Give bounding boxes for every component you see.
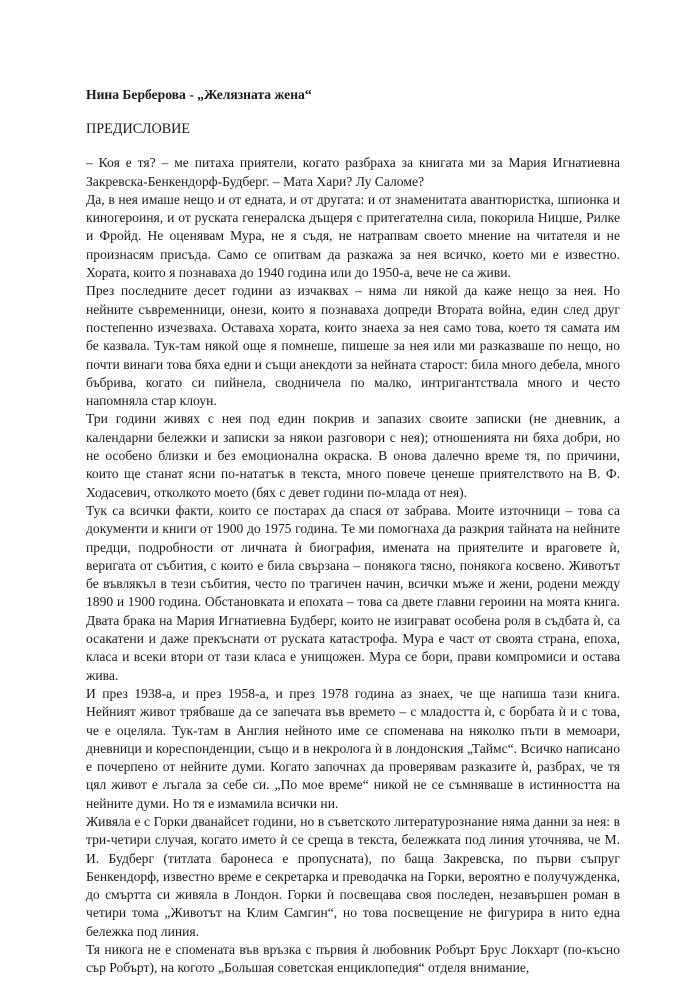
paragraph-2: Да, в нея имаше нещо и от едната, и от другата: и от знаменитата авантюристка, шпионка и киногероиня, и от руската генералска дъщеря с притегателна сила, покорила Ницше, Рилке и Фройд. Не оценявам Мура, не я съдя, не натрапвам своето мнение на читателя и не произнасям присъда. Само се опитвам да разкажа за нея всичко, което ми е известно. Хората, които я познаваха до 1940 година или до 1950-а, вече не са живи. xyxy=(86,191,620,281)
paragraph-6: И през 1938-а, и през 1958-а, и през 1978 година аз знаех, че ще напиша тази книга. Нейният живот трябваше да се запечата във времето – с младостта ѝ, с борбата ѝ и с това, че е оцеляла. Тук-там в Англия нейното име се споменава на няколко пъти в мемоари, дневници и кореспонденции, също и в некролога ѝ в лондонския „Таймс“. Всичко написано е почерпено от нейните думи. Когато започнах да проверявам разказите ѝ, разбрах, че тя цял живот е лъгала за себе си. „По мое време“ никой не се съмняваше в истинността на нейните думи. Но тя е измамила всички ни. xyxy=(86,685,620,811)
paragraph-3: През последните десет години аз изчаквах – няма ли някой да каже нещо за нея. Но нейните съвременници, онези, които я познаваха допреди Втората война, един след друг постепенно изчезваха. Оставаха хората, които знаеха за нея само това, което тя самата им бе казвала. Тук-там някой още я помнеше, пишеше за нея или ми разказваше по нещо, но почти винаги това бяха едни и същи анекдоти за нейната старост: била много дебела, много бъбрива, когато си пийнела, сводничела по малко, интригантствала много и често напомняла стар клоун. xyxy=(86,283,620,409)
section-heading: ПРЕДИСЛОВИЕ xyxy=(86,121,191,137)
paragraph-1: – Коя е тя? – ме питаха приятели, когато разбраха за книгата ми за Мария Игнатиевна Закревска-Бенкендорф-Будберг. – Мата Хари? Лу Саломе? xyxy=(86,155,620,189)
paragraph-8: Тя никога не е спомената във връзка с първия ѝ любовник Робърт Брус Локхарт (по-късно сър Робърт), на когото „Большая советская енциклопедия“ отделя внимание, xyxy=(86,942,620,976)
document-title: Нина Берберова - „Желязната жена“ xyxy=(86,87,312,102)
paragraph-4: Три години живях с нея под един покрив и запазих своите записки (не дневник, а календарни бележки и записки за някои разговори с нея); отношенията ни бяха добри, но не особено близки и без емоционална окраска. В онова далечно време тя, по причини, които ще станат ясни по-нататък в текста, много повече ценеше приятелството на В. Ф. Ходасевич, отколкото моето (бях с девет години по-млада от нея). xyxy=(86,411,620,500)
document-body xyxy=(86,86,620,978)
paragraph-5: Тук са всички факти, които се постарах да спася от забрава. Моите източници – това са документи и книги от 1900 до 1975 година. Те ми помогнаха да разкрия тайната на нейните предци, подробности от личната ѝ биография, имената на приятелите и враговете ѝ, веригата от събития, с които е била свързана – понякога тясно, понякога косвено. Животът бе въвлякъл в тези събития, често по трагичен начин, всички мъже и жени, родени между 1890 и 1900 година. Обстановката и епохата – това са двете главни героини на моята книга. Двата брака на Мария Игнатиевна Будберг, които не изиграват особена роля в съдбата ѝ, са осакатени и даже прекъснати от руската катастрофа. Мура е част от своята страна, епоха, класа и всеки втори от тази класа е унищожен. Мура се бори, прави компромиси и остава жива. xyxy=(86,502,620,683)
paragraph-7: Живяла е с Горки дванайсет години, но в съветското литературознание няма данни за нея: в три-четири случая, когато името ѝ се среща в текста, бележката под линия уточнява, че М. И. Будберг (титлата баронеса е пропусната), по баща Закревска, по първи съпруг Бенкендорф, известно време е секретарка и преводачка на Горки, вероятно е получужденка, до смъртта си живяла в Лондон. Горки ѝ посвещава своя последен, незавършен роман в четири тома „Животът на Клим Самгин“, но това посвещение не фигурира в нито една бележка под линия. xyxy=(86,813,620,939)
